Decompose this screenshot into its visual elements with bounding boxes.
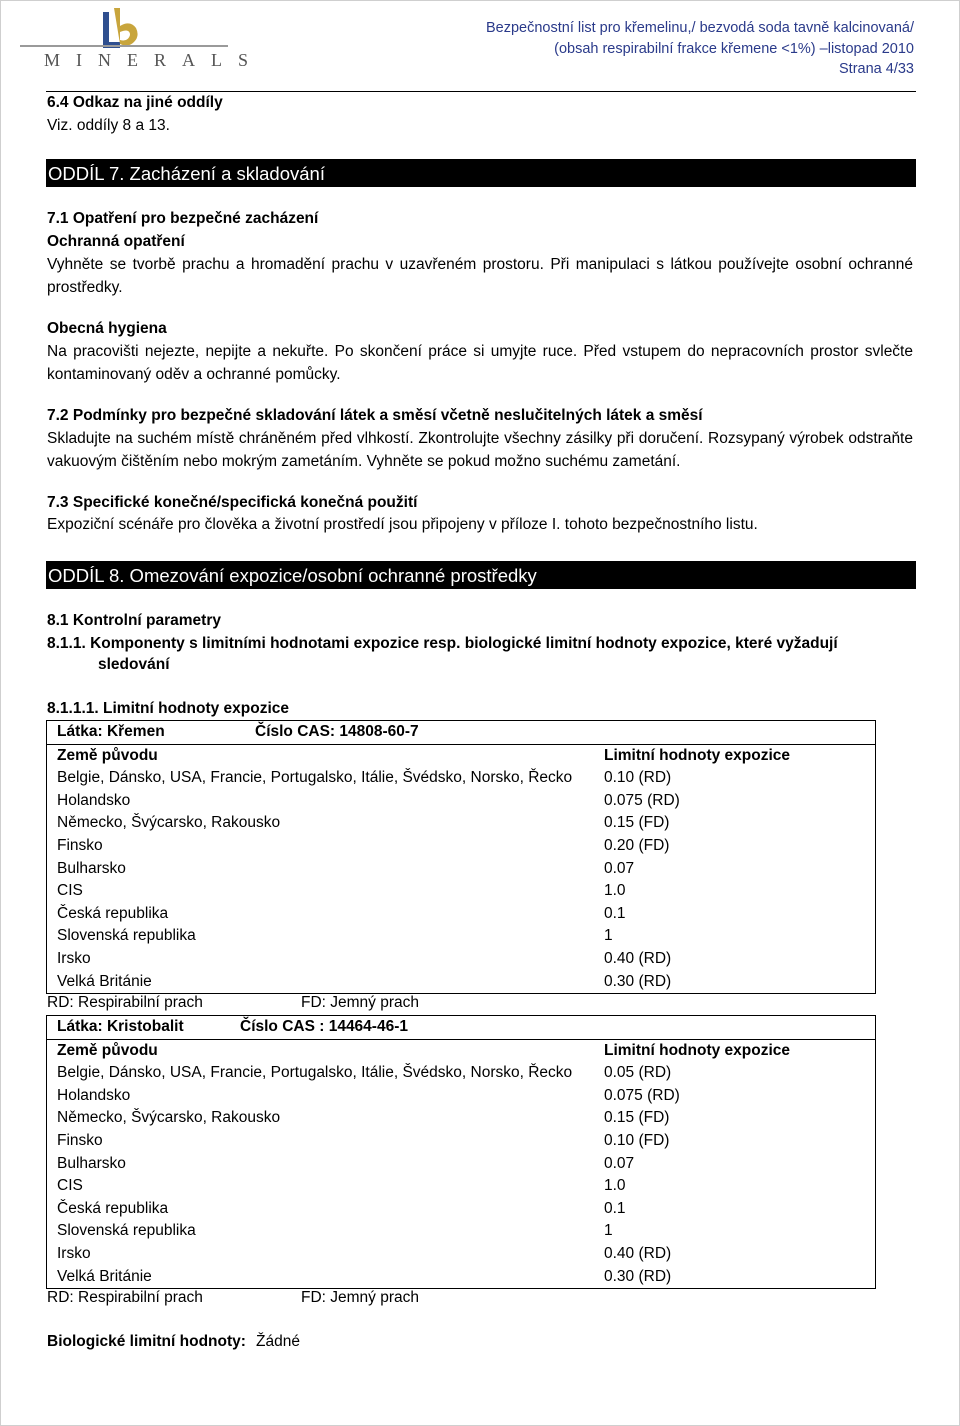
header-divider	[46, 91, 916, 92]
country-cell: Holandsko	[57, 791, 131, 809]
general-hygiene-text: Na pracovišti nejezte, nepijte a nekuřte. Po skončení práce si umyjte ruce. Před vstupem do nepracovních prostor svlečte kontaminovaný oděv a ochranné pomůcky.	[47, 343, 913, 383]
section-8-1-1-1-title: 8.1.1.1. Limitní hodnoty expozice	[47, 700, 290, 717]
substance-name: Látka: Křemen	[57, 723, 165, 740]
table-row	[47, 1107, 875, 1130]
limit-cell: 0.40 (RD)	[604, 949, 672, 967]
limit-cell: 0.40 (RD)	[604, 1244, 672, 1262]
limit-cell: 0.30 (RD)	[604, 972, 672, 990]
country-cell: Finsko	[57, 836, 103, 854]
limit-cell: 0.075 (RD)	[604, 1086, 680, 1104]
logo-wordmark: MINERALS	[44, 50, 265, 70]
table-row	[47, 835, 875, 858]
header-title-line1: Bezpečnostní list pro křemelinu,/ bezvodá soda tavně kalcinovaná/	[486, 20, 914, 36]
section-8-heading: ODDÍL 8. Omezování expozice/osobní ochranné prostředky	[46, 561, 916, 589]
section-8-1-title: 8.1 Kontrolní parametry	[47, 612, 221, 629]
limit-cell: 1	[604, 927, 613, 945]
section-8-1-1-title-cont: sledování	[98, 656, 170, 673]
limit-cell: 0.1	[604, 1199, 626, 1217]
substance-name: Látka: Kristobalit	[57, 1018, 184, 1035]
table-row	[47, 812, 875, 835]
biological-limits-label: Biologické limitní hodnoty:	[47, 1333, 246, 1350]
table-row	[47, 1153, 875, 1176]
country-cell: Slovenská republika	[57, 927, 196, 945]
table-body	[47, 1062, 875, 1288]
country-cell: CIS	[57, 882, 83, 900]
limit-cell: 0.07	[604, 1154, 635, 1172]
logo-underline	[20, 45, 228, 47]
table-row	[47, 1085, 875, 1108]
country-cell: Velká Británie	[57, 972, 152, 990]
limit-cell: 0.30 (RD)	[604, 1267, 672, 1285]
section-7-3-title: 7.3 Specifické konečné/specifická konečná použití	[47, 494, 418, 511]
limit-cell: 0.20 (FD)	[604, 836, 670, 854]
country-cell: Irsko	[57, 949, 91, 967]
country-cell: Bulharsko	[57, 859, 126, 877]
general-hygiene-title: Obecná hygiena	[47, 320, 167, 337]
page-number: Strana 4/33	[839, 61, 914, 77]
column-country: Země původu	[57, 746, 158, 764]
country-cell: CIS	[57, 1177, 83, 1195]
note-fd: FD: Jemný prach	[301, 994, 420, 1011]
country-cell: Holandsko	[57, 1086, 131, 1104]
limit-cell: 0.05 (RD)	[604, 1064, 672, 1082]
country-cell: Belgie, Dánsko, USA, Francie, Portugalsko, Itálie, Švédsko, Norsko, Řecko	[57, 1064, 573, 1082]
note-rd: RD: Respirabilní prach	[47, 1289, 203, 1306]
limit-cell: 0.15 (FD)	[604, 1109, 670, 1127]
table-row	[47, 971, 875, 994]
limit-cell: 0.1	[604, 904, 626, 922]
table-row	[47, 1130, 875, 1153]
country-cell: Česká republika	[57, 1199, 169, 1217]
note-rd: RD: Respirabilní prach	[47, 994, 203, 1011]
section-7-heading: ODDÍL 7. Zacházení a skladování	[46, 159, 916, 187]
section-7-2-text: Skladujte na suchém místě chráněném před vlhkostí. Zkontrolujte všechny zásilky při doručení. Rozsypaný výrobek odstraňte vakuovým čištěním nebo mokrým zametáním. Vyhněte se pokud možno suchému zametání.	[47, 430, 913, 470]
country-cell: Německo, Švýcarsko, Rakousko	[57, 1109, 281, 1127]
table-row	[47, 1198, 875, 1221]
table-row	[47, 1175, 875, 1198]
column-limit: Limitní hodnoty expozice	[604, 746, 791, 764]
table-row	[47, 858, 875, 881]
table-row	[47, 1220, 875, 1243]
limit-cell: 0.07	[604, 859, 635, 877]
biological-limits-value: Žádné	[256, 1333, 300, 1350]
limit-cell: 0.15 (FD)	[604, 814, 670, 832]
limit-cell: 0.075 (RD)	[604, 791, 680, 809]
column-country: Země původu	[57, 1041, 158, 1059]
protective-measures-title: Ochranná opatření	[47, 233, 185, 250]
cas-number: Číslo CAS: 14808-60-7	[255, 723, 419, 740]
section-7-1-title: 7.1 Opatření pro bezpečné zacházení	[47, 210, 319, 227]
table-row	[47, 880, 875, 903]
note-fd: FD: Jemný prach	[301, 1289, 420, 1306]
table-row	[47, 903, 875, 926]
cas-number: Číslo CAS : 14464-46-1	[240, 1018, 408, 1035]
company-logo-icon	[100, 8, 140, 50]
section-7-3-text: Expoziční scénáře pro člověka a životní prostředí jsou připojeny v příloze I. tohoto bezpečnostního listu.	[47, 516, 758, 533]
limit-cell: 1.0	[604, 882, 626, 900]
column-limit: Limitní hodnoty expozice	[604, 1041, 791, 1059]
protective-measures-text: Vyhněte se tvorbě prachu a hromadění prachu v uzavřeném prostoru. Při manipulaci s látkou používejte osobní ochranné prostředky.	[47, 256, 913, 296]
country-cell: Německo, Švýcarsko, Rakousko	[57, 814, 281, 832]
table-header-row	[47, 1040, 875, 1063]
table-substance-row	[47, 721, 875, 745]
limit-cell: 1.0	[604, 1177, 626, 1195]
table-header-row	[47, 745, 875, 768]
table-substance-row	[47, 1016, 875, 1040]
country-cell: Slovenská republika	[57, 1222, 196, 1240]
table-row	[47, 925, 875, 948]
table-row	[47, 1266, 875, 1289]
country-cell: Irsko	[57, 1244, 91, 1262]
table-body	[47, 767, 875, 993]
section-7-2-title: 7.2 Podmínky pro bezpečné skladování látek a směsí včetně neslučitelných látek a směsí	[47, 407, 703, 424]
country-cell: Belgie, Dánsko, USA, Francie, Portugalsko, Itálie, Švédsko, Norsko, Řecko	[57, 769, 573, 787]
table-row	[47, 948, 875, 971]
section-8-1-1-title: 8.1.1. Komponenty s limitními hodnotami expozice resp. biologické limitní hodnoty expozice, které vyžadují	[47, 635, 838, 652]
header-title-line2: (obsah respirabilní frakce křemene <1%) –listopad 2010	[554, 41, 914, 57]
country-cell: Velká Británie	[57, 1267, 152, 1285]
table-row	[47, 790, 875, 813]
country-cell: Česká republika	[57, 904, 169, 922]
limit-cell: 1	[604, 1222, 613, 1240]
section-6-4-text: Viz. oddíly 8 a 13.	[47, 117, 170, 134]
exposure-limits-table-quartz	[46, 720, 876, 994]
table-row	[47, 1062, 875, 1085]
limit-cell: 0.10 (RD)	[604, 769, 672, 787]
exposure-limits-table-cristobalite	[46, 1015, 876, 1289]
section-6-4-title: 6.4 Odkaz na jiné oddíly	[47, 94, 223, 111]
country-cell: Bulharsko	[57, 1154, 126, 1172]
country-cell: Finsko	[57, 1131, 103, 1149]
limit-cell: 0.10 (FD)	[604, 1131, 670, 1149]
table-row	[47, 1243, 875, 1266]
table-row	[47, 767, 875, 790]
